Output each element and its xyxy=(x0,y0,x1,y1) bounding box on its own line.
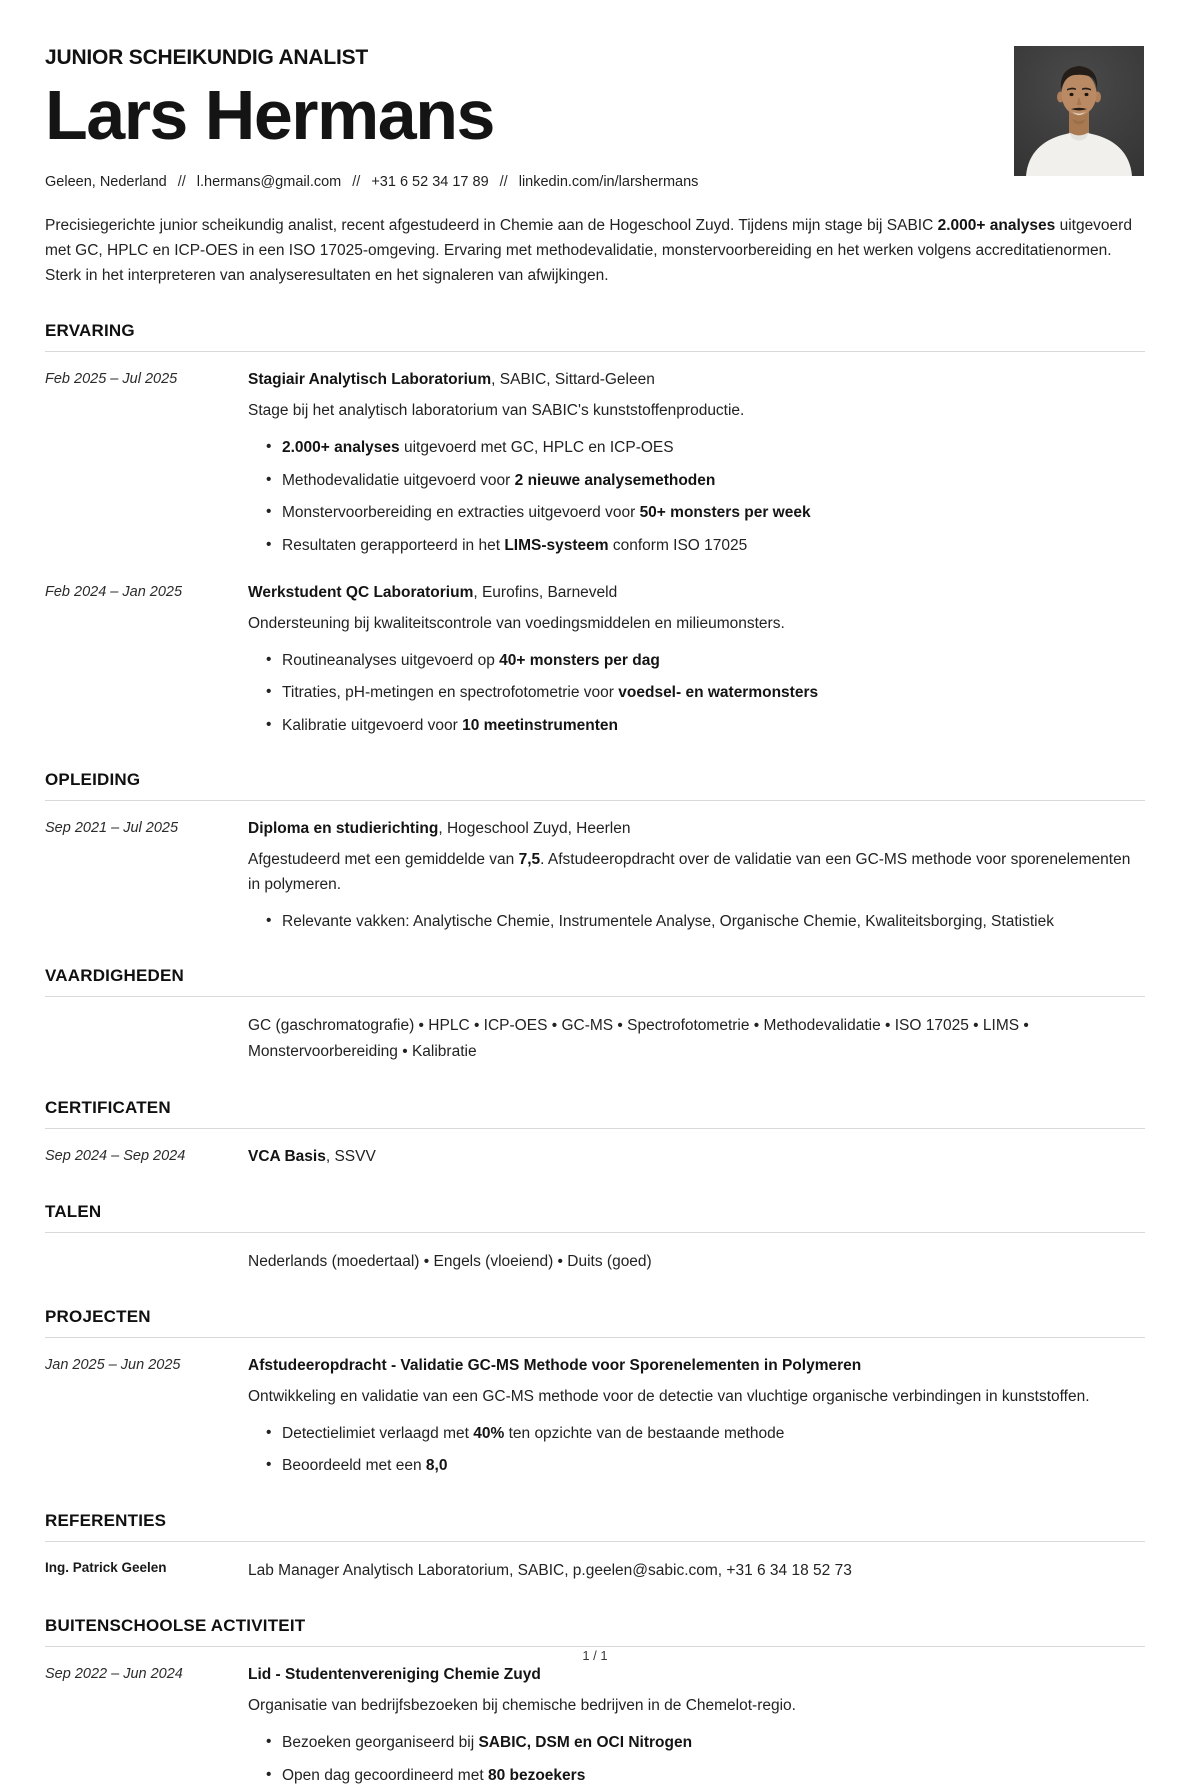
section-title-ervaring: ERVARING xyxy=(45,321,1145,352)
certificate-entry xyxy=(45,1145,1145,1169)
entry-bullet-list xyxy=(248,911,1145,933)
section-title-talen: TALEN xyxy=(45,1202,1145,1233)
contact-line xyxy=(45,174,1145,190)
entry-bullet-list xyxy=(248,650,1145,737)
contact-linkedin: linkedin.com/in/larshermans xyxy=(518,174,699,190)
contact-phone: +31 6 52 34 17 89 xyxy=(371,174,489,190)
section-talen xyxy=(45,1202,1145,1275)
education-entry xyxy=(45,817,1145,933)
entry-heading: Afstudeeropdracht - Validatie GC-MS Methode voor Sporenelementen in Polymeren xyxy=(248,1357,862,1375)
project-entry xyxy=(45,1354,1145,1478)
section-ervaring xyxy=(45,321,1145,737)
role-title: JUNIOR SCHEIKUNDIG ANALIST xyxy=(45,46,369,69)
section-referenties xyxy=(45,1511,1145,1584)
languages-list: Nederlands (moedertaal) • Engels (vloeiend) • Duits (goed) xyxy=(248,1252,652,1270)
entry-heading: Werkstudent QC Laboratorium, Eurofins, Barneveld xyxy=(248,584,618,602)
entry-date: Jan 2025 – Jun 2025 xyxy=(45,1357,181,1374)
entry-heading: Lid - Studentenvereniging Chemie Zuyd xyxy=(248,1666,541,1684)
bullet-item: • Titraties, pH-metingen en spectrofotometrie voor voedsel- en watermonsters xyxy=(248,682,1145,704)
entry-bullet-list xyxy=(248,1423,1145,1478)
resume-header xyxy=(45,0,1145,190)
bullet-item: • Detectielimiet verlaagd met 40% ten opzichte van de bestaande methode xyxy=(248,1423,1145,1445)
bullet-item: • Relevante vakken: Analytische Chemie, Instrumentele Analyse, Organische Chemie, Kwaliteitsborging, Statistiek xyxy=(248,911,1145,933)
contact-location: Geleen, Nederland xyxy=(45,174,167,190)
section-vaardigheden xyxy=(45,966,1145,1064)
referee-details: Lab Manager Analytisch Laboratorium, SABIC, p.geelen@sabic.com, +31 6 34 18 52 73 xyxy=(248,1561,852,1579)
section-projecten xyxy=(45,1307,1145,1478)
reference-entry xyxy=(45,1558,1145,1584)
section-buitenschools xyxy=(45,1616,1145,1787)
contact-separator: // xyxy=(352,174,361,190)
contact-email: l.hermans@gmail.com xyxy=(196,174,342,190)
summary-paragraph: Precisiegerichte junior scheikundig analist, recent afgestudeerd in Chemie aan de Hogeschool Zuyd. Tijdens mijn stage bij SABIC 2.000+ analyses uitgevoerd met GC, HPLC en ICP-OES in een ISO 17025-omgeving. Ervaring met methodevalidatie, monstervoorbereiding en het werken volgens accreditatienormen. Sterk in het interpreteren van analyseresultaten en het signaleren van afwijkingen. xyxy=(45,217,1132,284)
entry-date: Feb 2025 – Jul 2025 xyxy=(45,371,178,388)
entry-description: Afgestudeerd met een gemiddelde van 7,5. Afstudeeropdracht over de validatie van een GC-MS methode voor sporenelementen in polymeren. xyxy=(248,851,1131,894)
section-title-buitenschools: BUITENSCHOOLSE ACTIVITEIT xyxy=(45,1616,1145,1647)
bullet-item: • 2.000+ analyses uitgevoerd met GC, HPLC en ICP-OES xyxy=(248,437,1145,459)
entry-description: Ondersteuning bij kwaliteitscontrole van voedingsmiddelen en milieumonsters. xyxy=(248,615,785,633)
skills-entry xyxy=(45,1013,1145,1064)
section-title-referenties: REFERENTIES xyxy=(45,1511,1145,1542)
entry-date-empty xyxy=(45,1013,248,1064)
entry-description: Organisatie van bedrijfsbezoeken bij chemische bedrijven in de Chemelot-regio. xyxy=(248,1697,796,1715)
bullet-item: • Beoordeeld met een 8,0 xyxy=(248,1455,1145,1477)
entry-heading: Stagiair Analytisch Laboratorium, SABIC, Sittard-Geleen xyxy=(248,371,655,389)
bullet-item: • Monstervoorbereiding en extracties uitgevoerd voor 50+ monsters per week xyxy=(248,502,1145,524)
section-title-opleiding: OPLEIDING xyxy=(45,770,1145,801)
entry-bullet-list xyxy=(248,437,1145,557)
bullet-item: • Routineanalyses uitgevoerd op 40+ monsters per dag xyxy=(248,650,1145,672)
experience-entry xyxy=(45,581,1145,737)
activity-entry xyxy=(45,1663,1145,1787)
referee-name: Ing. Patrick Geelen xyxy=(45,1559,167,1575)
entry-heading: VCA Basis, SSVV xyxy=(248,1147,376,1165)
candidate-name: Lars Hermans xyxy=(45,76,494,154)
bullet-item: • Kalibratie uitgevoerd voor 10 meetinstrumenten xyxy=(248,715,1145,737)
entry-heading: Diploma en studierichting, Hogeschool Zuyd, Heerlen xyxy=(248,820,631,838)
section-certificaten xyxy=(45,1098,1145,1169)
section-opleiding xyxy=(45,770,1145,933)
bullet-item: • Open dag gecoordineerd met 80 bezoekers xyxy=(248,1765,1145,1787)
entry-date: Feb 2024 – Jan 2025 xyxy=(45,584,183,601)
languages-entry xyxy=(45,1249,1145,1275)
section-title-projecten: PROJECTEN xyxy=(45,1307,1145,1338)
entry-description: Stage bij het analytisch laboratorium van SABIC's kunststoffenproductie. xyxy=(248,402,745,420)
profile-photo-image xyxy=(1014,46,1144,176)
bullet-item: • Methodevalidatie uitgevoerd voor 2 nieuwe analysemethoden xyxy=(248,470,1145,492)
entry-date: Sep 2021 – Jul 2025 xyxy=(45,820,179,837)
entry-date-empty xyxy=(45,1249,248,1275)
entry-date: Sep 2022 – Jun 2024 xyxy=(45,1666,183,1683)
bullet-item: • Bezoeken georganiseerd bij SABIC, DSM en OCI Nitrogen xyxy=(248,1732,1145,1754)
entry-description: Ontwikkeling en validatie van een GC-MS methode voor de detectie van vluchtige organische verbindingen in kunststoffen. xyxy=(248,1388,1090,1406)
bullet-item: • Resultaten gerapporteerd in het LIMS-systeem conform ISO 17025 xyxy=(248,535,1145,557)
skills-list: GC (gaschromatografie) • HPLC • ICP-OES • GC-MS • Spectrofotometrie • Methodevalidatie • ISO 17025 • LIMS • Monstervoorbereiding • Kalibratie xyxy=(248,1017,1029,1060)
entry-date: Sep 2024 – Sep 2024 xyxy=(45,1147,186,1164)
section-title-certificaten: CERTIFICATEN xyxy=(45,1098,1145,1129)
section-title-vaardigheden: VAARDIGHEDEN xyxy=(45,966,1145,997)
entry-bullet-list xyxy=(248,1732,1145,1787)
contact-separator: // xyxy=(177,174,186,190)
profile-photo xyxy=(1014,46,1144,176)
page-indicator: 1 / 1 xyxy=(582,1648,608,1663)
experience-entry xyxy=(45,368,1145,557)
contact-separator: // xyxy=(499,174,508,190)
